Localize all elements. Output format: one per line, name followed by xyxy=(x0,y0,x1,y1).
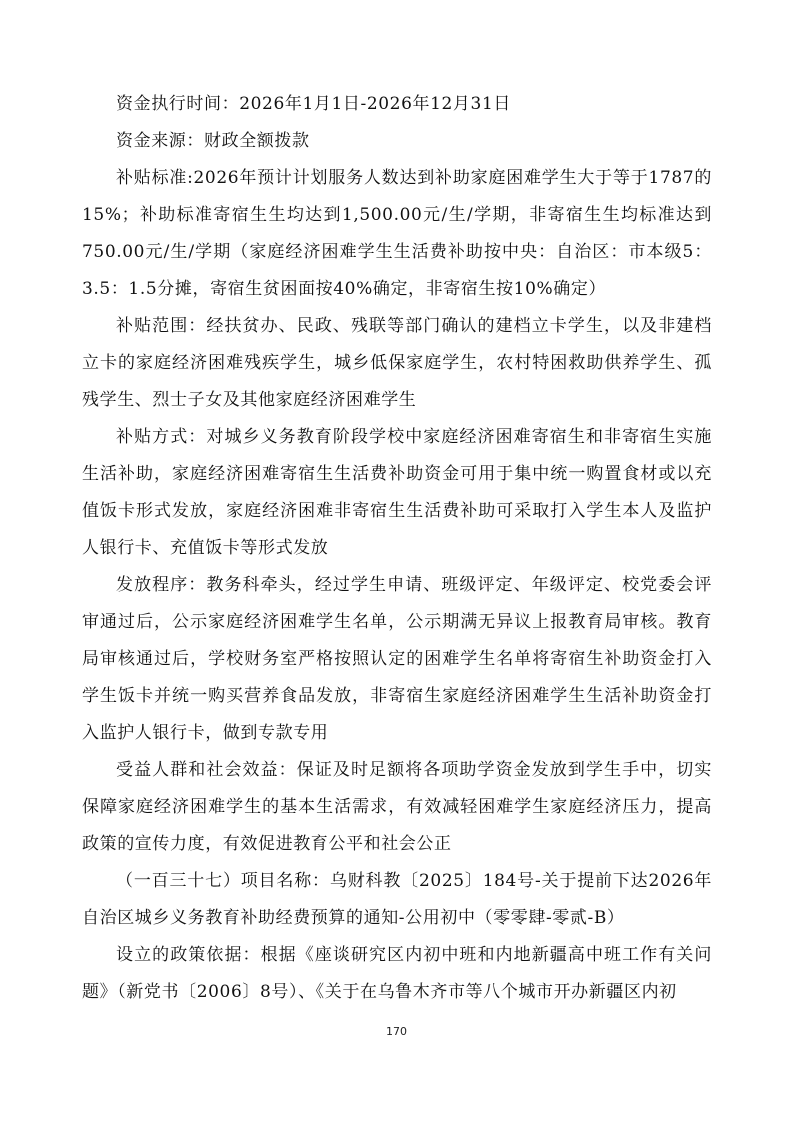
paragraph-subsidy-scope: 补贴范围：经扶贫办、民政、残联等部门确认的建档立卡学生，以及非建档立卡的家庭经济困难残疾学生，城乡低保家庭学生，农村特困救助供养学生、孤残学生、烈士子女及其他家庭经济困难学生 xyxy=(82,316,712,410)
paragraph-funding-source: 资金来源：财政全额拨款 xyxy=(116,131,310,151)
paragraph-subsidy-standard: 补贴标准:2026年预计计划服务人数达到补助家庭困难学生大于等于1787的15%；补助标准寄宿生生均达到1,500.00元/生/学期，非寄宿生生均标准达到750.00元/生/学期（家庭经济困难学生生活费补助按中央：自治区：市本级5：3.5：1.5分摊，寄宿生贫困面按40%确定，非寄宿生按10%确定） xyxy=(82,168,712,299)
paragraph-subsidy-method: 补贴方式：对城乡义务教育阶段学校中家庭经济困难寄宿生和非寄宿生实施生活补助，家庭经济困难寄宿生生活费补助资金可用于集中统一购置食材或以充值饭卡形式发放，家庭经济困难非寄宿生生活费补助可采取打入学生本人及监护人银行卡、充值饭卡等形式发放 xyxy=(82,427,712,558)
document-body xyxy=(82,86,712,1011)
paragraph-funding-period: 资金执行时间：2026年1月1日-2026年12月31日 xyxy=(116,94,511,114)
paragraph-distribution-procedure: 发放程序：教务科牵头，经过学生申请、班级评定、年级评定、校党委会评审通过后，公示家庭经济困难学生名单，公示期满无异议上报教育局审核。教育局审核通过后，学校财务室严格按照认定的困难学生名单将寄宿生补助资金打入学生饭卡并统一购买营养食品发放，非寄宿生家庭经济困难学生生活补助资金打入监护人银行卡，做到专款专用 xyxy=(82,575,712,743)
page-number: 170 xyxy=(386,1025,407,1038)
paragraph-policy-basis: 设立的政策依据：根据《座谈研究区内初中班和内地新疆高中班工作有关问题》（新党书〔2006〕8号）、《关于在乌鲁木齐市等八个城市开办新疆区内初 xyxy=(82,945,712,1002)
paragraph-beneficiaries: 受益人群和社会效益：保证及时足额将各项助学资金发放到学生手中，切实保障家庭经济困难学生的基本生活需求，有效减轻困难学生家庭经济压力，提高政策的宣传力度，有效促进教育公平和社会公正 xyxy=(82,760,712,854)
paragraph-project-name: （一百三十七）项目名称：乌财科教〔2025〕184号-关于提前下达2026年自治区城乡义务教育补助经费预算的通知-公用初中（零零肆-零贰-B） xyxy=(82,871,712,928)
